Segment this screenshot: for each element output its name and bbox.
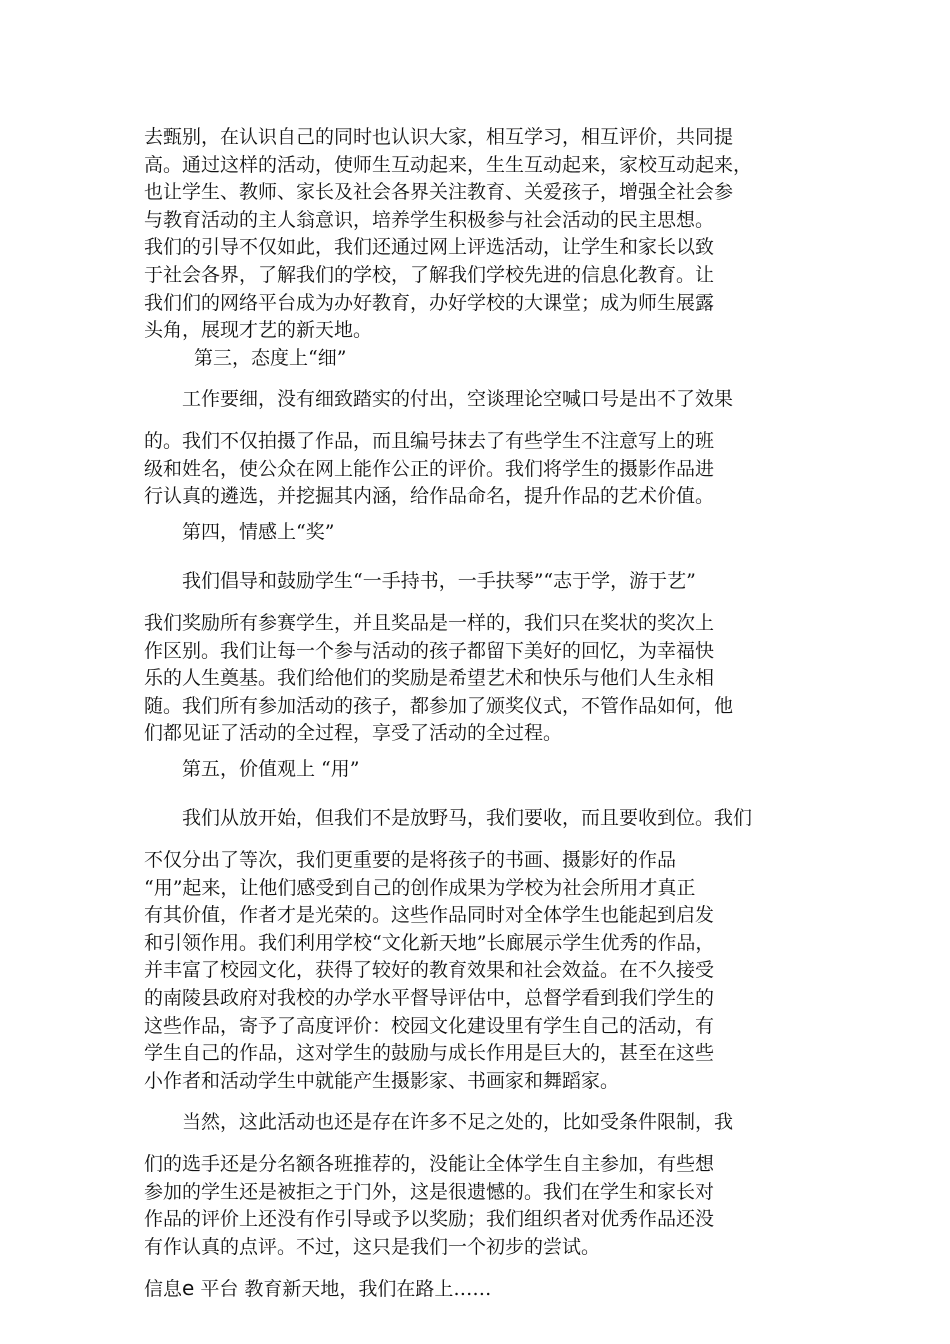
text-line: 们都见证了活动的全过程，享受了活动的全过程。 (144, 722, 563, 745)
paragraph-section-4 (144, 568, 814, 748)
section-heading-3: 第三，态度上“细” (194, 346, 347, 369)
paragraph-section-3 (144, 386, 814, 510)
text-line: 与教育活动的主人翁意识，培养学生积极参与社会活动的民主思想。 (144, 208, 715, 231)
text-line: 我们倡导和鼓励学生“一手持书，一手扶琴”“志于学，游于艺” (182, 570, 696, 593)
text-line: 作品的评价上还没有作引导或予以奖励；我们组织者对优秀作品还没 (144, 1208, 715, 1231)
text-line: 并丰富了校园文化，获得了较好的教育效果和社会效益。在不久接受 (144, 959, 715, 982)
text-line: 这些作品，寄予了高度评价：校园文化建设里有学生自己的活动，有 (144, 1014, 715, 1037)
closing-e-letter: e (182, 1276, 195, 1301)
text-line: 有其价值，作者才是光荣的。这些作品同时对全体学生也能起到启发 (144, 904, 715, 927)
text-line: 乐的人生奠基。我们给他们的奖励是希望艺术和快乐与他们人生永相 (144, 667, 715, 690)
text-line: 和引领作用。我们利用学校“文化新天地”长廊展示学生优秀的作品， (144, 931, 715, 954)
text-line: 于社会各界，了解我们的学校，了解我们学校先进的信息化教育。让 (144, 263, 715, 286)
text-line: 不仅分出了等次，我们更重要的是将孩子的书画、摄影好的作品 (144, 849, 677, 872)
text-line: 级和姓名，使公众在网上能作公正的评价。我们将学生的摄影作品进 (144, 457, 715, 480)
text-line: 随。我们所有参加活动的孩子，都参加了颁奖仪式，不管作品如何，他 (144, 694, 734, 717)
text-line: 行认真的遴选，并挖掘其内涵，给作品命名，提升作品的艺术价值。 (144, 485, 715, 508)
text-line: 高。通过这样的活动，使师生互动起来，生生互动起来，家校互动起来， (144, 153, 753, 176)
text-line: 的。我们不仅拍摄了作品，而且编号抹去了有些学生不注意写上的班 (144, 429, 715, 452)
section-heading-4: 第四，情感上“奖” (182, 520, 335, 543)
text-line: 我们的引导不仅如此，我们还通过网上评选活动，让学生和家长以致 (144, 236, 715, 259)
text-line: 小作者和活动学生中就能产生摄影家、书画家和舞蹈家。 (144, 1069, 620, 1092)
closing-suffix: 平台 教育新天地，我们在路上…… (200, 1278, 492, 1301)
text-line: 我们从放开始，但我们不是放野马，我们要收，而且要收到位。我们 (182, 807, 753, 830)
text-line: 我们奖励所有参赛学生，并且奖品是一样的，我们只在奖状的奖次上 (144, 611, 715, 634)
section-heading-5: 第五，价值观上 “用” (182, 757, 360, 780)
closing-line (144, 1275, 814, 1303)
text-line: “用”起来，让他们感受到自己的创作成果为学校为社会所用才真正 (144, 876, 696, 899)
paragraph-conclusion (144, 1109, 814, 1261)
document-page (144, 124, 814, 1303)
text-line: 头角，展现才艺的新天地。 (144, 319, 373, 342)
text-line: 也让学生、教师、家长及社会各界关注教育、关爱孩子，增强全社会参 (144, 181, 734, 204)
text-line: 有作认真的点评。不过，这只是我们一个初步的尝试。 (144, 1235, 601, 1258)
text-line: 我们们的网络平台成为办好教育，办好学校的大课堂；成为师生展露 (144, 291, 715, 314)
text-line: 作区别。我们让每一个参与活动的孩子都留下美好的回忆，为幸福快 (144, 639, 715, 662)
text-line: 参加的学生还是被拒之于门外，这是很遗憾的。我们在学生和家长对 (144, 1180, 715, 1203)
text-line: 的南陵县政府对我校的办学水平督导评估中，总督学看到我们学生的 (144, 987, 715, 1010)
text-line: 工作要细，没有细致踏实的付出，空谈理论空喊口号是出不了效果 (182, 388, 734, 411)
text-line: 学生自己的作品，这对学生的鼓励与成长作用是巨大的，甚至在这些 (144, 1042, 715, 1065)
text-line: 去甄别，在认识自己的同时也认识大家，相互学习，相互评价，共同提 (144, 126, 734, 148)
text-line: 们的选手还是分名额各班推荐的，没能让全体学生自主参加，有些想 (144, 1153, 715, 1175)
text-line: 当然，这此活动也还是存在许多不足之处的，比如受条件限制，我 (182, 1111, 734, 1134)
closing-prefix: 信息 (144, 1278, 183, 1301)
paragraph-section-5 (144, 805, 814, 1095)
paragraph-intro (144, 124, 814, 345)
